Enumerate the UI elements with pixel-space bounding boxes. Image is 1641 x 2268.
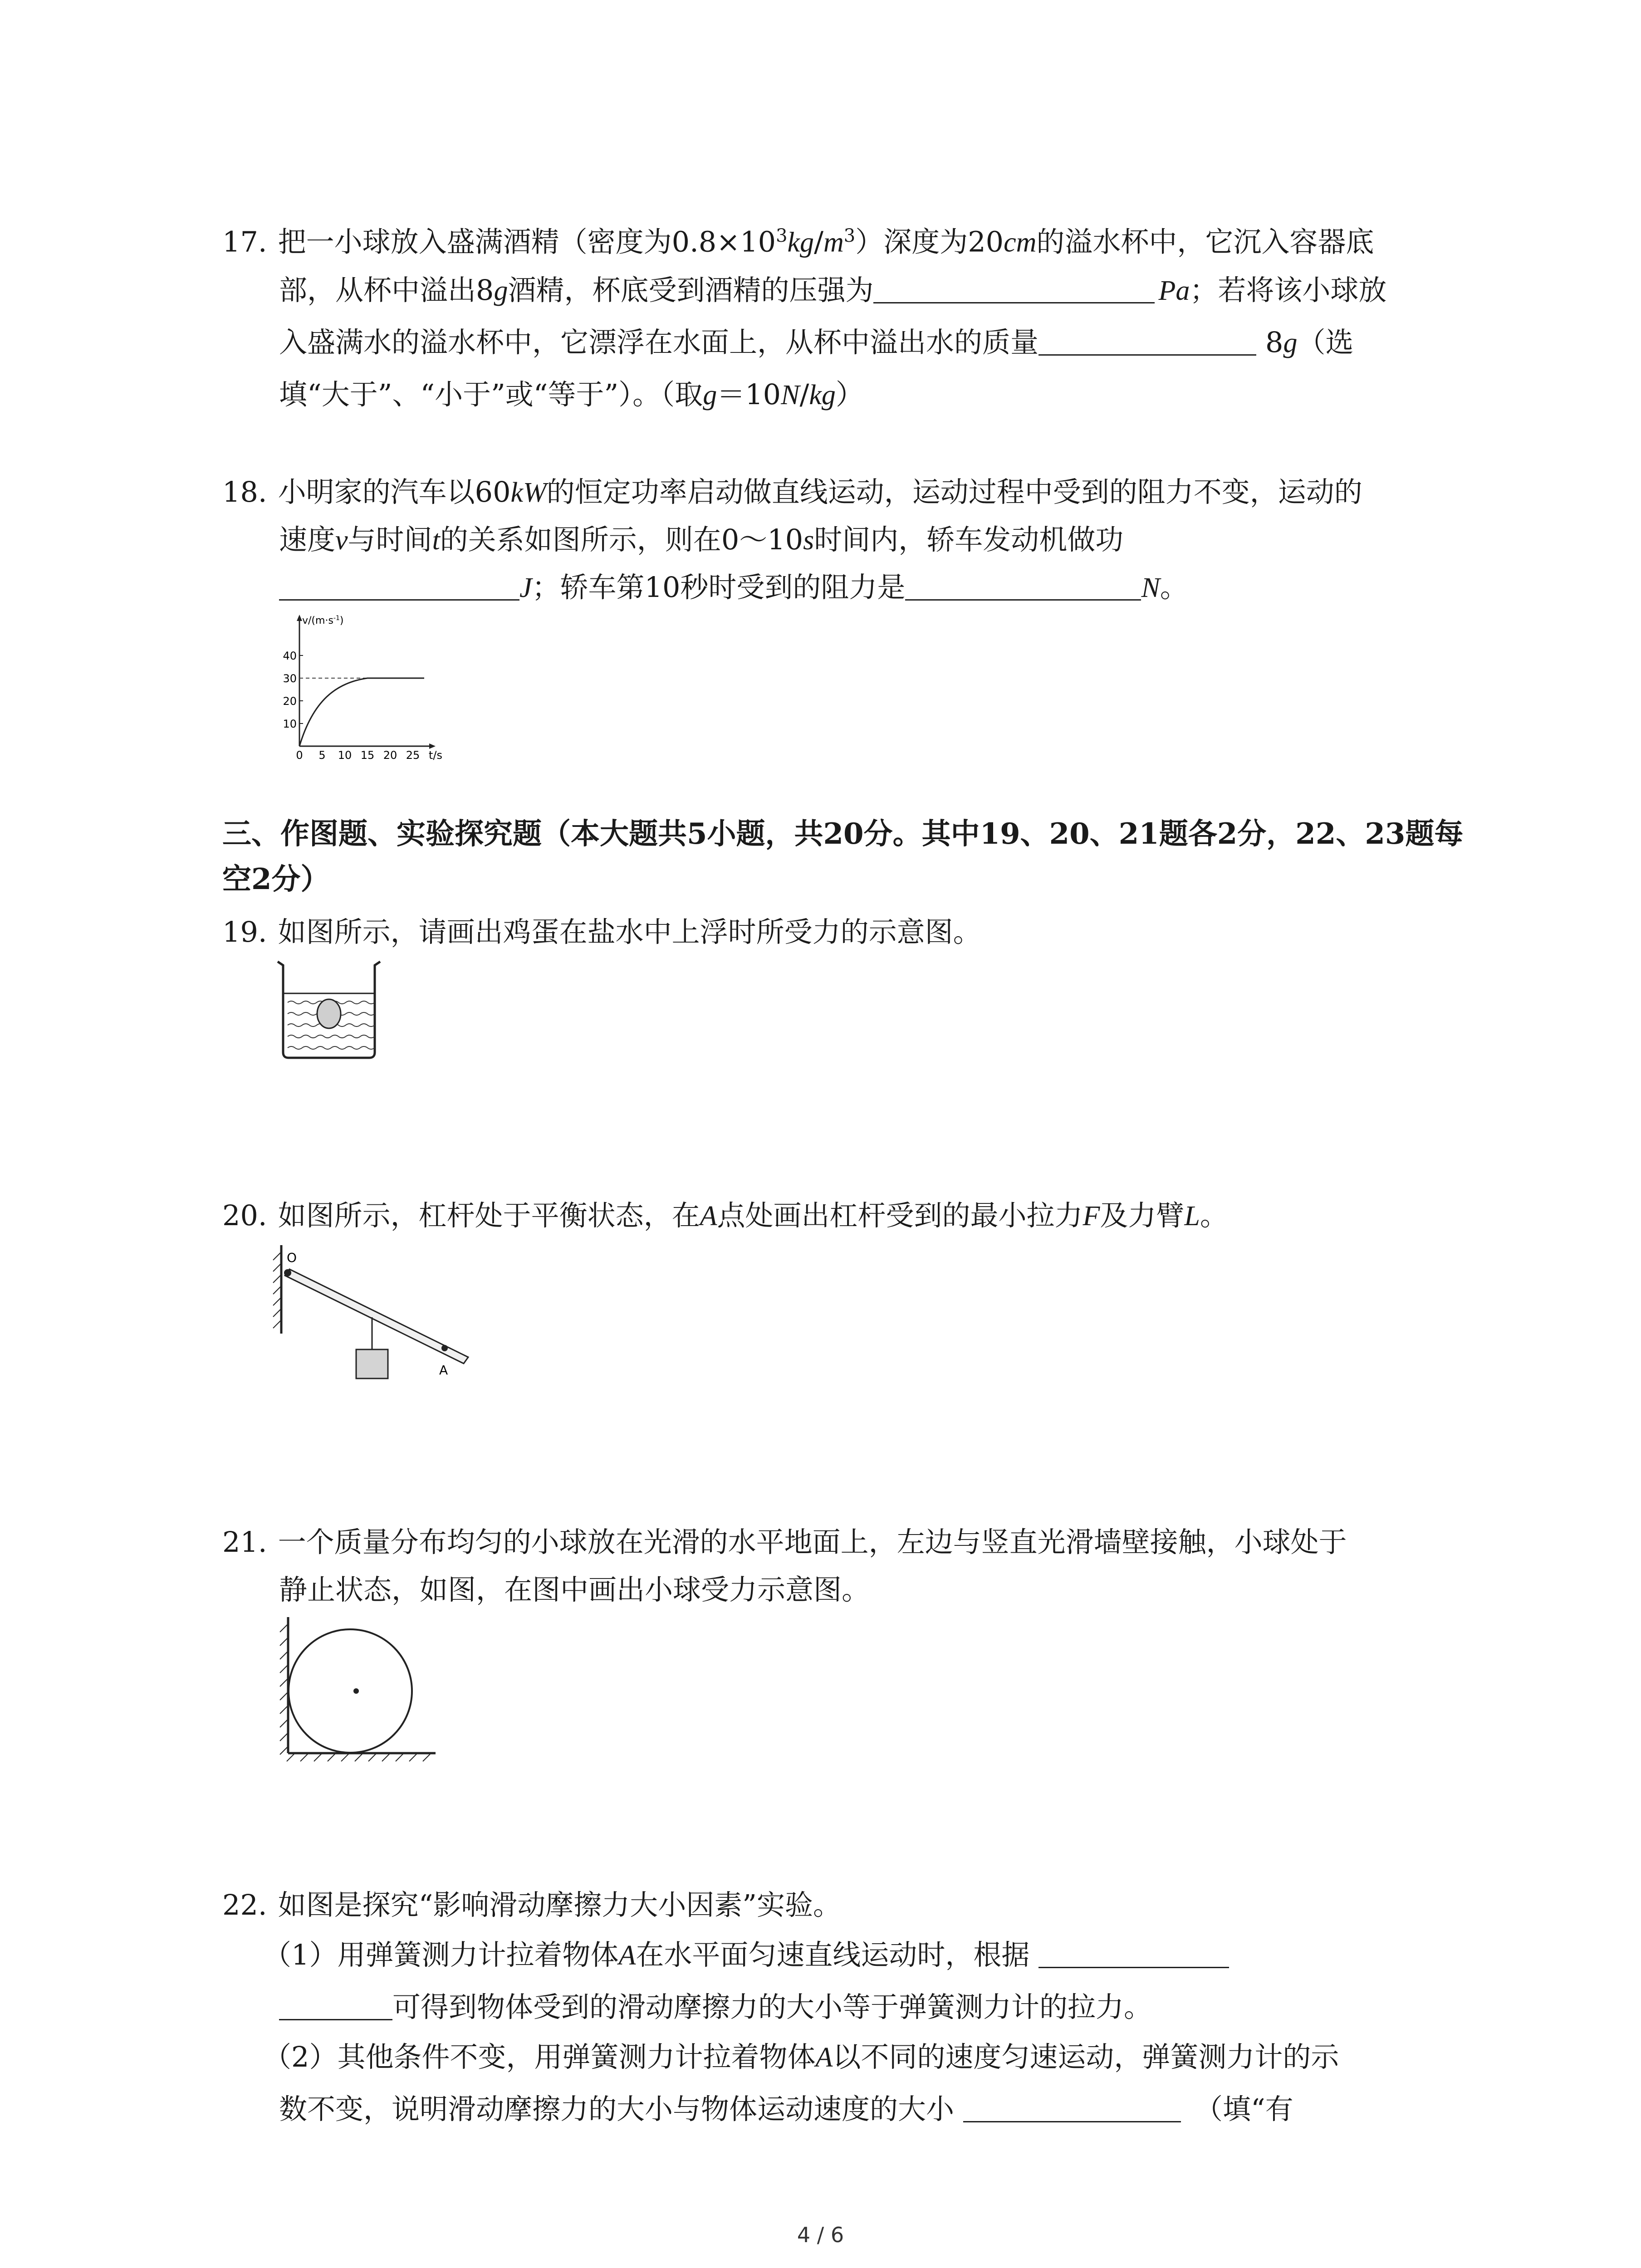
section-3-heading-line-1: 三、作图题、实验探究题（本大题共5小题，共20分。其中19、20、21题各2分，22、23题每	[222, 817, 1464, 851]
q22-part1-line-2: 可得到物体受到的滑动摩擦力的大小等于弹簧测力计的拉力。	[279, 1989, 1152, 2025]
pivot-label-o: O	[287, 1250, 297, 1265]
q19-line: 19. 如图所示，请画出鸡蛋在盐水中上浮时所受力的示意图。	[222, 915, 981, 948]
velocity-time-graph	[254, 610, 458, 764]
y-tick-10: 10	[283, 718, 297, 730]
q17-line-3: 入盛满水的溢水杯中，它漂浮在水面上，从杯中溢出水的质量 8g（选	[279, 326, 1354, 359]
q17-blank-2[interactable]	[1038, 326, 1256, 356]
y-tick-20: 20	[283, 695, 297, 708]
section-3-heading-line-2: 空2分）	[222, 862, 330, 896]
x-tick-25: 25	[406, 749, 420, 762]
ball-center	[353, 1688, 359, 1694]
pivot-point	[284, 1269, 291, 1276]
egg	[317, 999, 341, 1028]
q22-part1-line-1: （1）用弹簧测力计拉着物体A在水平面匀速直线运动时，根据	[263, 1937, 1229, 1974]
q18-line-2: 速度v与时间t的关系如图所示，则在0～10s时间内，轿车发动机做功	[279, 523, 1124, 556]
beaker-egg-figure	[272, 957, 386, 1061]
q21-line-1: 21. 一个质量分布均匀的小球放在光滑的水平地面上，左边与竖直光滑墙壁接触，小球处于	[222, 1525, 1347, 1559]
graph-x-label: t/s	[429, 749, 442, 762]
q21-number: 21.	[222, 1525, 267, 1559]
ball-wall-figure	[268, 1613, 440, 1767]
q22-blank-1[interactable]	[1038, 1939, 1229, 1968]
x-tick-15: 15	[360, 749, 375, 762]
graph-x-arrow	[429, 743, 436, 749]
point-a-label: A	[439, 1363, 448, 1378]
q17-line-1: 17. 把一小球放入盛满酒精（密度为$0.8\times 10^3kg/m^3$）深度为20cm的溢水杯中，它沉入容器底	[222, 225, 1374, 259]
q22-blank-2[interactable]	[963, 2093, 1181, 2122]
x-tick-0: 0	[296, 749, 303, 762]
lever-figure	[263, 1243, 499, 1397]
q20-line: 20. 如图所示，杠杆处于平衡状态，在A点处画出杠杆受到的最小拉力F及力臂L。	[222, 1199, 1228, 1232]
q17-blank-1[interactable]	[873, 274, 1155, 303]
q22-blank-1-cont[interactable]	[279, 1991, 392, 2020]
q21-line-2: 静止状态，如图，在图中画出小球受力示意图。	[279, 1573, 870, 1606]
q22-part2-line-2: 数不变，说明滑动摩擦力的大小与物体运动速度的大小 （填“有	[279, 2092, 1293, 2126]
page-number: 4 / 6	[797, 2223, 844, 2247]
x-tick-20: 20	[383, 749, 397, 762]
q19-number: 19.	[222, 915, 267, 948]
q22-number: 22.	[222, 1888, 267, 1921]
q18-line-1: 18. 小明家的汽车以60kW的恒定功率启动做直线运动，运动过程中受到的阻力不变，运动的	[222, 475, 1362, 508]
q18-number: 18.	[222, 475, 267, 508]
q18-blank-2[interactable]	[905, 571, 1141, 601]
ball	[289, 1629, 412, 1753]
graph-y-arrow	[297, 615, 302, 621]
hanging-weight	[356, 1349, 388, 1378]
q17-number: 17.	[222, 225, 267, 259]
graph-y-label: $v/(m\cdot s^{-1})$	[302, 615, 344, 626]
point-a	[441, 1345, 448, 1351]
x-tick-5: 5	[318, 749, 326, 762]
y-tick-30: 30	[283, 672, 297, 685]
graph-velocity-curve	[299, 678, 424, 746]
q17-line-2: 部，从杯中溢出8g酒精，杯底受到酒精的压强为 Pa；若将该小球放	[279, 274, 1387, 307]
q17-line-4: 填“大于”、“小于”或“等于”）。（取g＝10N/kg）	[279, 378, 864, 411]
q22-line-title: 22. 如图是探究“影响滑动摩擦力大小因素”实验。	[222, 1888, 842, 1921]
graph-x-ticks	[296, 749, 442, 762]
q20-number: 20.	[222, 1199, 267, 1232]
q18-line-3: J；轿车第10秒时受到的阻力是 N。	[279, 569, 1188, 606]
q18-blank-1[interactable]	[279, 571, 519, 601]
x-tick-10: 10	[338, 749, 352, 762]
q22-part2-line-1: （2）其他条件不变，用弹簧测力计拉着物体A以不同的速度匀速运动，弹簧测力计的示	[263, 2040, 1339, 2073]
y-tick-40: 40	[283, 650, 297, 662]
